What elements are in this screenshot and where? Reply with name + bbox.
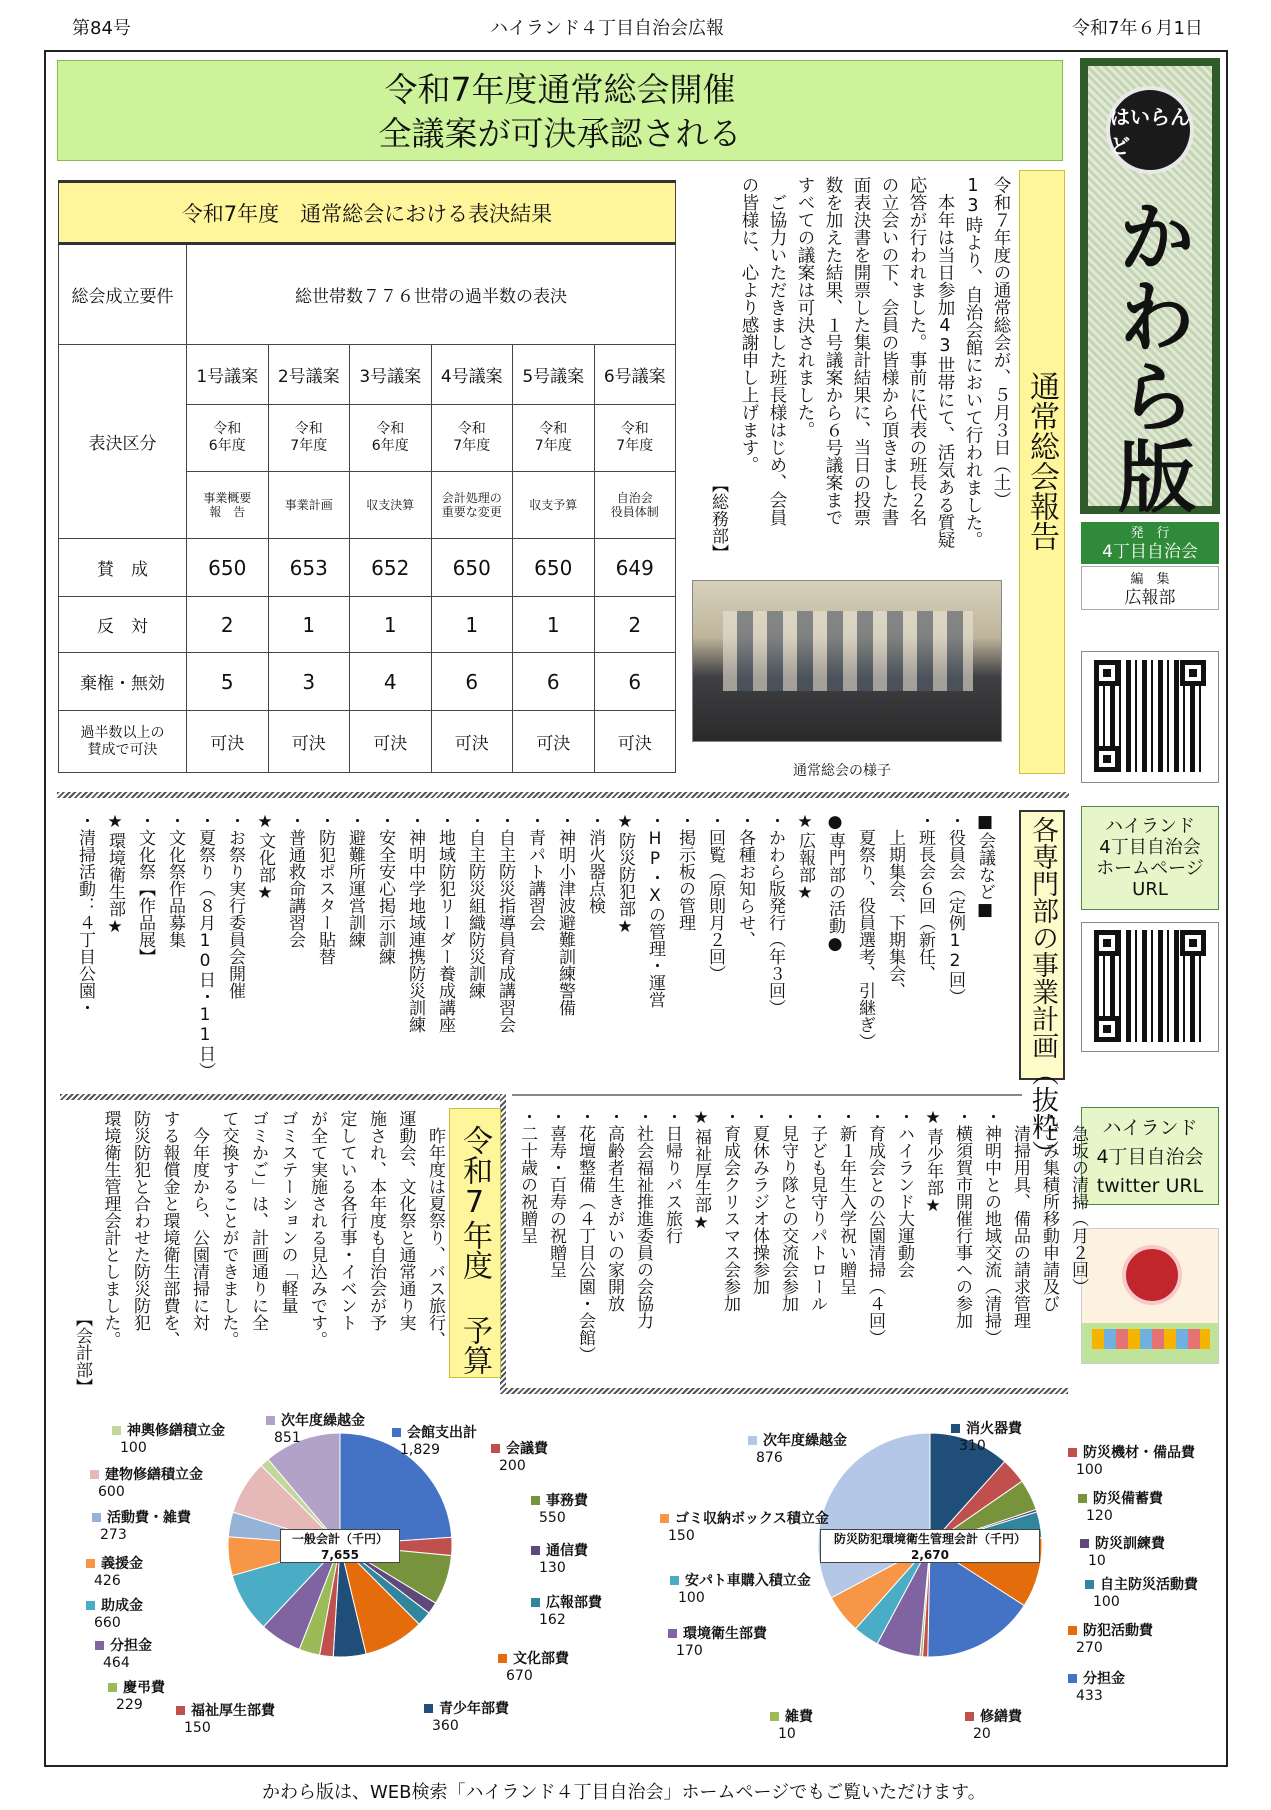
text-line: ★福祉厚生部★ [691, 1108, 711, 1233]
text-line: 夏祭り、役員選考、引継ぎ） [855, 812, 875, 1050]
text-line: 今年度から、公園清掃に対 [189, 1110, 209, 1331]
pie-legend-label: 消火器費 [951, 1418, 1022, 1438]
pie-legend-label: 慶弔費 [108, 1677, 165, 1697]
bill-subject: 収支決算 [350, 472, 432, 539]
pie1-center-label: 一般会計（千円） 7,655 [280, 1529, 400, 1563]
text-line: ・かわら版発行（年３回） [765, 812, 785, 1016]
masthead-title: かわら版 [1105, 196, 1195, 516]
pie-value-label: 162 [539, 1612, 566, 1628]
text-line: ・各種お知らせ、 [735, 812, 755, 948]
budget-signature: 【会計部】 [72, 1310, 92, 1395]
pie-legend-label: 事務費 [531, 1490, 588, 1510]
text-line: て交換することができました。 [218, 1110, 239, 1348]
text-line: ・夏休みラジオ体操参加 [749, 1108, 769, 1295]
text-line: ・日帰りバス旅行 [662, 1108, 682, 1244]
pie-legend-label: 広報部費 [531, 1592, 602, 1612]
text-line: ・班長会６回（新任、 [915, 812, 935, 982]
bill-header: 1号議案 [187, 345, 269, 405]
report-body [735, 176, 1015, 576]
legend-swatch-icon [108, 1683, 117, 1692]
vote-cell: 可決 [431, 711, 513, 773]
legend-swatch-icon [424, 1704, 433, 1713]
text-line: ・子ども見守りパトロール [807, 1108, 827, 1312]
vote-cell: 1 [513, 597, 595, 653]
pie-legend-label: 防災備蓄費 [1078, 1488, 1163, 1508]
text-line: 防災防犯と合わせた防災防犯 [130, 1110, 150, 1331]
pie-value-label: 100 [1076, 1462, 1103, 1478]
pie-value-label: 100 [678, 1590, 705, 1606]
bill-subject: 収支予算 [513, 472, 595, 539]
text-line: 定している各行事・イベント [336, 1110, 357, 1331]
text-line: ・自主防災指導員育成講習会 [495, 812, 515, 1033]
homepage-url-label[interactable]: ハイランド 4丁目自治会 ホームページ URL [1081, 806, 1219, 910]
divider-charts [500, 1388, 1068, 1394]
pie-value-label: 426 [94, 1573, 121, 1589]
legend-swatch-icon [1080, 1539, 1089, 1548]
text-line: ・防犯ポスター貼替 [315, 812, 335, 965]
text-line: ・HP・Xの管理・運営 [645, 812, 665, 1008]
legend-swatch-icon [668, 1629, 677, 1638]
legend-swatch-icon [86, 1601, 95, 1610]
legend-swatch-icon [531, 1598, 540, 1607]
row-label-no: 反 対 [59, 597, 187, 653]
plans-list-upper [70, 812, 1000, 1087]
legend-swatch-icon [660, 1514, 669, 1523]
pie-legend-label: 次年度繰越金 [266, 1410, 365, 1430]
pie-legend-label: 助成金 [86, 1595, 143, 1615]
publisher-box: 発 行 4丁目自治会 [1081, 522, 1219, 564]
vote-cell: 652 [350, 539, 432, 597]
text-line: ・消火器点検 [585, 812, 605, 914]
legend-swatch-icon [90, 1470, 99, 1479]
text-line: ・夏祭り（８月10日・11日） [195, 812, 215, 1079]
text-line: ・喜寿・百寿の祝贈呈 [546, 1108, 566, 1278]
vote-cell: 可決 [594, 711, 676, 773]
bill-year: 令和 7年度 [431, 405, 513, 472]
text-line: ・青パト講習会 [525, 812, 545, 931]
text-line: 急坂の清掃（月２回） [1068, 1108, 1088, 1295]
bill-year: 令和 6年度 [187, 405, 269, 472]
text-line: ★防災防犯部★ [615, 812, 635, 937]
text-line: ご協力いただきました班長様はじめ、会員 [767, 176, 787, 526]
vote-results-table [58, 180, 676, 773]
legend-swatch-icon [1085, 1580, 1094, 1589]
pie-value-label: 10 [778, 1726, 796, 1742]
text-line: ・安全安心掲示訓練 [375, 812, 395, 965]
text-line: ・新１年生入学祝い贈呈 [836, 1108, 856, 1295]
text-line: ・文化祭作品募集 [165, 812, 185, 948]
pie-legend-label: 安パト車購入積立金 [670, 1570, 811, 1590]
text-line: ★青少年部★ [923, 1108, 943, 1216]
qr-code-twitter-top[interactable] [1094, 660, 1206, 772]
pie-value-label: 120 [1086, 1508, 1113, 1524]
text-line: ・二十歳の祝贈呈 [517, 1108, 537, 1244]
issue-date: 令和7年６月1日 [1072, 18, 1203, 39]
text-line: ・見守り隊との交流会参加 [778, 1108, 798, 1312]
pie-value-label: 10 [1088, 1553, 1106, 1569]
text-line: 環境衛生管理会計としました。 [100, 1110, 121, 1348]
text-line: ・ハイランド大運動会 [894, 1108, 914, 1278]
text-line: ・自主防災組織防災訓練 [465, 812, 485, 999]
bill-year: 令和 7年度 [268, 405, 350, 472]
masthead [1080, 58, 1220, 514]
text-line: が全て実施される見込みです。 [307, 1110, 327, 1348]
text-line: 応答が行われました。事前に代表の班長２名 [907, 176, 927, 526]
bill-year: 令和 6年度 [350, 405, 432, 472]
pie-legend-label: ゴミ収納ボックス積立金 [660, 1508, 829, 1528]
pie-value-label: 600 [98, 1484, 125, 1500]
vote-cell: 6 [513, 653, 595, 711]
photo-caption: 通常総会の様子 [793, 763, 891, 779]
legend-swatch-icon [498, 1654, 507, 1663]
pie-value-label: 170 [676, 1643, 703, 1659]
pie-legend-label: 防災訓練費 [1080, 1533, 1165, 1553]
bill-year: 令和 7年度 [513, 405, 595, 472]
pie-legend-label: 建物修繕積立金 [90, 1464, 203, 1484]
vote-cell: 2 [594, 597, 676, 653]
vote-cell: 650 [187, 539, 269, 597]
vote-table-title: 令和7年度 通常総会における表決結果 [59, 182, 676, 244]
pie-legend-label: 次年度繰越金 [748, 1430, 847, 1450]
text-line: ■会議など■ [975, 812, 995, 920]
vote-cell: 1 [268, 597, 350, 653]
vote-cell: 可決 [268, 711, 350, 773]
meeting-photo [692, 580, 1002, 742]
bill-subject: 自治会 役員体制 [594, 472, 676, 539]
pie-value-label: 150 [184, 1720, 211, 1736]
requirement-value: 総世帯数７７６世帯の過半数の表決 [187, 244, 676, 345]
pie-value-label: 270 [1076, 1640, 1103, 1656]
pie-value-label: 433 [1076, 1688, 1103, 1704]
vote-cell: 6 [431, 653, 513, 711]
pie-value-label: 670 [506, 1668, 533, 1684]
pie-value-label: 200 [499, 1458, 526, 1474]
pie-value-label: 130 [539, 1560, 566, 1576]
vote-cell: 可決 [513, 711, 595, 773]
bill-header: 2号議案 [268, 345, 350, 405]
budget-body [95, 1110, 449, 1395]
text-line: 運動会、文化祭と通常通り実 [395, 1110, 416, 1331]
twitter-url-label[interactable]: ハイランド 4丁目自治会 twitter URL [1081, 1107, 1219, 1205]
text-line: 13時より、自治会館において行われました。 [963, 176, 983, 549]
divider-mid [57, 792, 1069, 798]
text-line: ・花壇整備（４丁目公園・会館） [575, 1108, 595, 1363]
text-line: ★文化部★ [255, 812, 275, 903]
text-line: すべての議案は可決されました。 [795, 176, 815, 439]
budget-title: 令和7年度 予算 [449, 1108, 501, 1378]
bill-subject: 会計処理の 重要な変更 [431, 472, 513, 539]
text-line: 清掃用具、備品の請求管理 [1010, 1108, 1030, 1329]
text-line: の立会いの下、会員の皆様から頂きました書 [879, 176, 899, 526]
pie-value-label: 550 [539, 1510, 566, 1526]
text-line: 令和７年度の通常総会が、５月３日（土） [991, 176, 1011, 509]
issue-number: 第84号 [72, 18, 131, 39]
pie-legend-label: 青少年部費 [424, 1698, 509, 1718]
bill-subject: 事業計画 [268, 472, 350, 539]
legend-swatch-icon [491, 1444, 500, 1453]
bill-header: 6号議案 [594, 345, 676, 405]
row-label-abstain: 棄権・無効 [59, 653, 187, 711]
pie-legend-label: 防災機材・備品費 [1068, 1442, 1195, 1462]
pie-legend-label: 環境衛生部費 [668, 1623, 767, 1643]
text-line: ・文化祭【作品展】 [135, 812, 155, 965]
footer-text: かわら版は、WEB検索「ハイランド４丁目自治会」ホームページでもご覧いただけます。 [262, 1782, 986, 1803]
text-line: ・神明小津波避難訓練警備 [555, 812, 575, 1016]
legend-swatch-icon [1068, 1448, 1077, 1457]
pie-legend-label: 分担金 [1068, 1668, 1125, 1688]
pie-legend-label: 会館支出計 [392, 1422, 477, 1442]
pie-value-label: 273 [100, 1527, 127, 1543]
report-signature: 【総務部】 [708, 476, 728, 561]
text-line: ・社会福祉推進委員の会協力 [633, 1108, 653, 1329]
legend-swatch-icon [266, 1416, 275, 1425]
legend-swatch-icon [176, 1706, 185, 1715]
vote-cell: 2 [187, 597, 269, 653]
pie-legend-label: 通信費 [531, 1540, 588, 1560]
legend-swatch-icon [531, 1496, 540, 1505]
pie-value-label: 20 [973, 1726, 991, 1742]
vote-cell: 可決 [187, 711, 269, 773]
text-line: の皆様に、心より感謝申し上げます。 [739, 176, 759, 474]
plans-title: 各専門部の事業計画（抜粋） [1019, 810, 1065, 1080]
text-line: ・神明中との地域交流（清掃） [981, 1108, 1001, 1346]
legend-swatch-icon [770, 1712, 779, 1721]
text-line: ・普通救命講習会 [285, 812, 305, 948]
text-line: 数を加えた結果、１号議案から６号議案まで [823, 176, 843, 526]
text-line: ゴミかご」は、計画通りに全 [248, 1110, 268, 1331]
legend-swatch-icon [1078, 1494, 1087, 1503]
report-title: 通常総会報告 [1019, 170, 1065, 774]
headline-line1: 令和7年度通常総会開催 [384, 70, 736, 109]
pie-value-label: 876 [756, 1450, 783, 1466]
legend-swatch-icon [670, 1576, 679, 1585]
bill-header: 5号議案 [513, 345, 595, 405]
vote-cell: 4 [350, 653, 432, 711]
editor-box: 編 集 広報部 [1081, 566, 1219, 610]
legend-swatch-icon [748, 1436, 757, 1445]
pie-legend-label: 活動費・雑費 [92, 1507, 191, 1527]
pie-value-label: 464 [103, 1655, 130, 1671]
headline-line2: 全議案が可決承認される [378, 114, 742, 153]
pie-legend-label: 会議費 [491, 1438, 548, 1458]
pie-value-label: 100 [1093, 1594, 1120, 1610]
legend-swatch-icon [951, 1424, 960, 1433]
legend-swatch-icon [965, 1712, 974, 1721]
pie-value-label: 1,829 [400, 1442, 441, 1458]
text-line: ★広報部★ [795, 812, 815, 903]
pie-legend-label: 自主防災活動費 [1085, 1574, 1198, 1594]
vote-cell: 6 [594, 653, 676, 711]
text-line: 施され、本年度も自治会が予 [366, 1110, 386, 1331]
plans-list-lower [512, 1108, 1092, 1388]
text-line: ・避難所運営訓練 [345, 812, 365, 948]
logo-badge: はいらんど [1106, 86, 1194, 174]
bill-header: 3号議案 [350, 345, 432, 405]
bill-header: 4号議案 [431, 345, 513, 405]
vote-cell: 653 [268, 539, 350, 597]
pie-legend-label: 修繕費 [965, 1706, 1022, 1726]
pie-legend-label: 神輿修繕積立金 [112, 1420, 225, 1440]
text-line: ・役員会（定例12回） [945, 812, 965, 1005]
text-line: ・お祭り実行委員会開催 [225, 812, 245, 999]
text-line: ★環境衛生部★ [105, 812, 125, 937]
text-line: ・掲示板の管理 [675, 812, 695, 931]
legend-swatch-icon [1068, 1626, 1077, 1635]
pie-value-label: 310 [959, 1438, 986, 1454]
mascot-image [1081, 1228, 1219, 1364]
pie-value-label: 229 [116, 1697, 143, 1713]
pie-value-label: 851 [274, 1430, 301, 1446]
pie-value-label: 150 [668, 1528, 695, 1544]
text-line: 本年は当日参加43世帯にて、活気ある質疑 [935, 176, 955, 549]
vote-cell: 1 [431, 597, 513, 653]
text-line: ・横須賀市開催行事への参加 [952, 1108, 972, 1329]
vote-cell: 可決 [350, 711, 432, 773]
legend-swatch-icon [531, 1546, 540, 1555]
text-line: 昨年度は夏祭り、バス旅行、 [425, 1110, 445, 1348]
pie-legend-label: 福祉厚生部費 [176, 1700, 275, 1720]
pie-legend-label: 文化部費 [498, 1648, 569, 1668]
vote-cell: 1 [350, 597, 432, 653]
legend-swatch-icon [92, 1513, 101, 1522]
text-line: ・育成会との公園清掃（４回） [865, 1108, 885, 1346]
pie-legend-label: 雑費 [770, 1706, 813, 1726]
pie-value-label: 360 [432, 1718, 459, 1734]
row-label-yes: 賛 成 [59, 539, 187, 597]
legend-swatch-icon [112, 1426, 121, 1435]
text-line: ・高齢者生きがいの家開放 [604, 1108, 624, 1312]
pie-value-label: 660 [94, 1615, 121, 1631]
vote-cell: 3 [268, 653, 350, 711]
publication-name: ハイランド４丁目自治会広報 [490, 18, 724, 39]
vote-cell: 650 [431, 539, 513, 597]
qr-code-homepage[interactable] [1094, 930, 1206, 1042]
legend-swatch-icon [1068, 1674, 1077, 1683]
text-line: ・育成会クリスマス会参加 [720, 1108, 740, 1312]
vote-cell: 649 [594, 539, 676, 597]
text-line: ・清掃活動：４丁目公園・ [75, 812, 95, 1016]
headline-box [57, 60, 1063, 161]
text-line: ・回覧（原則月２回） [705, 812, 725, 982]
text-line: 面表決書を開票した集計結果に、当日の投票 [851, 176, 871, 526]
text-line: ・地域防犯リーダー養成講座 [435, 812, 455, 1033]
pie-value-label: 100 [120, 1440, 147, 1456]
plans-lower-divider [512, 1094, 1022, 1096]
pie2-center-label: 防災防犯環境衛生管理会計（千円） 2,670 [820, 1529, 1040, 1563]
text-line: ゴミステーションの「軽量 [277, 1110, 298, 1314]
bill-subject: 事業概要 報 告 [187, 472, 269, 539]
pie-legend-label: 分担金 [95, 1635, 152, 1655]
pie-legend-label: 防犯活動費 [1068, 1620, 1153, 1640]
legend-swatch-icon [95, 1641, 104, 1650]
category-label: 表決区分 [59, 345, 187, 539]
vote-cell: 650 [513, 539, 595, 597]
row-label-passed: 過半数以上の 賛成で可決 [59, 711, 187, 773]
text-line: ・神明中学地域連携防災訓練 [405, 812, 425, 1033]
divider-left-budget [60, 1094, 500, 1100]
vote-cell: 5 [187, 653, 269, 711]
text-line: する報償金と環境衛生部費を、 [159, 1110, 180, 1348]
requirement-label: 総会成立要件 [59, 244, 187, 345]
pie-legend-label: 義援金 [86, 1553, 143, 1573]
legend-swatch-icon [392, 1428, 401, 1437]
bill-year: 令和 7年度 [594, 405, 676, 472]
text-line: ●専門部の活動● [825, 812, 845, 954]
legend-swatch-icon [86, 1559, 95, 1568]
text-line: ・ごみ集積所移動申請及び [1039, 1108, 1059, 1312]
text-line: 上期集会、下期集会、 [885, 812, 905, 999]
